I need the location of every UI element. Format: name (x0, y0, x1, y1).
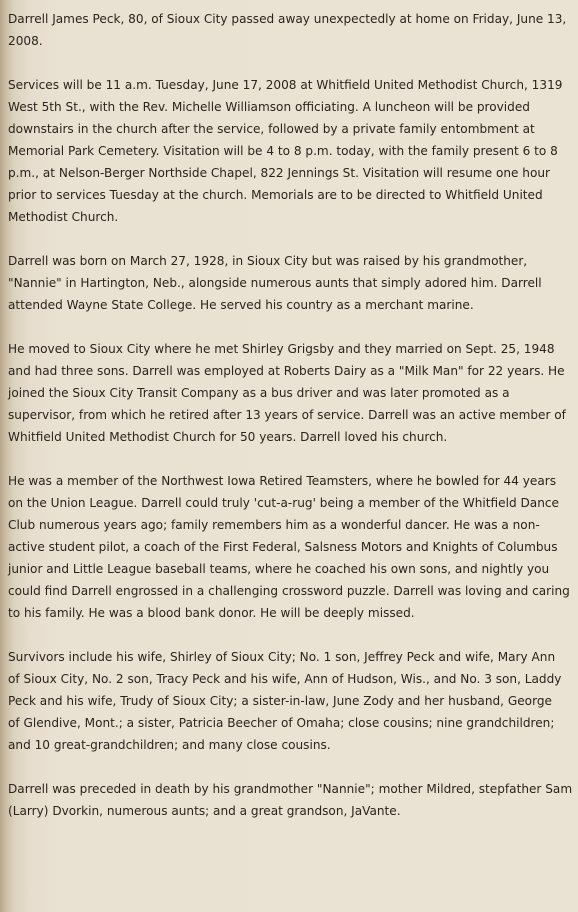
obituary-text (8, 8, 576, 844)
paragraph-preceded-in-death: Darrell was preceded in death by his grandmother "Nannie"; mother Mildred, stepfather Sam (Larry) Dvorkin, numerous aunts; and a great grandson, JaVante. (8, 782, 573, 818)
paragraph-survivors: Survivors include his wife, Shirley of Sioux City; No. 1 son, Jeffrey Peck and wife, Mary Ann of Sioux City, No. 2 son, Tracy Peck and his wife, Ann of Hudson, Wis., and No. 3 son, Laddy Peck and his wife, Trudy of Sioux City; a sister-in-law, June Zody and her husband, George of Glendive, Mont.; a sister, Patricia Beecher of Omaha; close cousins; nine grandchildren; and 10 great-grandchildren; and many close cousins. (8, 650, 562, 752)
paragraph-services: Services will be 11 a.m. Tuesday, June 17, 2008 at Whitfield United Methodist Church, 1319 West 5th St., with the Rev. Michelle Williamson officiating. A luncheon will be provided downstairs in the church after the service, followed by a private family entombment at Memorial Park Cemetery. Visitation will be 4 to 8 p.m. today, with the family present 6 to 8 p.m., at Nelson-Berger Northside Chapel, 822 Jennings St. Visitation will resume one hour prior to services Tuesday at the church. Memorials are to be directed to Whitfield United Methodist Church. (8, 78, 563, 224)
paragraph-early-life: Darrell was born on March 27, 1928, in Sioux City but was raised by his grandmother, "Nannie" in Hartington, Neb., alongside numerous aunts that simply adored him. Darrell attended Wayne State College. He served his country as a merchant marine. (8, 254, 542, 312)
paragraph-career: He moved to Sioux City where he met Shirley Grigsby and they married on Sept. 25, 1948 and had three sons. Darrell was employed at Roberts Dairy as a "Milk Man" for 22 years. He joined the Sioux City Transit Company as a bus driver and was later promoted as a supervisor, from which he retired after 13 years of service. Darrell was an active member of Whitfield United Methodist Church for 50 years. Darrell loved his church. (8, 342, 566, 444)
paragraph-interests: He was a member of the Northwest Iowa Retired Teamsters, where he bowled for 44 years on the Union League. Darrell could truly 'cut-a-rug' being a member of the Whitfield Dance Club numerous years ago; family remembers him as a wonderful dancer. He was a non- active student pilot, a coach of the First Federal, Salsness Motors and Knights of Columbus junior and Little League baseball teams, where he coached his own sons, and nightly you could find Darrell engrossed in a challenging crossword puzzle. Darrell was loving and caring to his family. He was a blood bank donor. He will be deeply missed. (8, 474, 570, 620)
paragraph-death-notice: Darrell James Peck, 80, of Sioux City passed away unexpectedly at home on Friday, June 13, 2008. (8, 12, 567, 48)
